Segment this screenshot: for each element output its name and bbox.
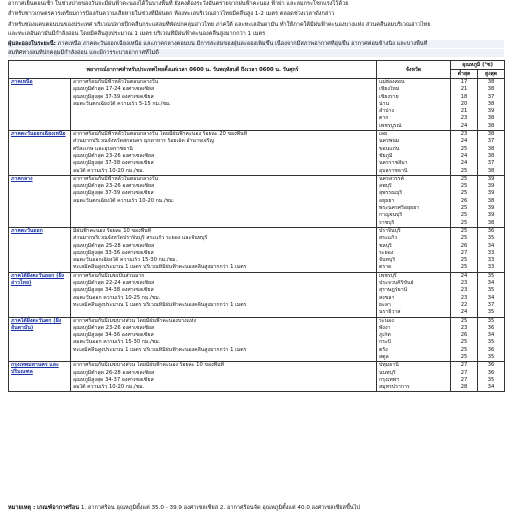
forecast-line: ลมตะวันออก ความเร็ว 15-30 กม./ชม.	[73, 339, 161, 346]
forecast-line: อุณหภูมิต่ำสุด 26-28 องศาเซลเซียส	[73, 369, 155, 376]
province-name: ลพบุรี	[379, 183, 392, 190]
max-temp: 36	[487, 227, 495, 234]
region-forecast	[71, 272, 377, 317]
forecast-line: มีฝนฟ้าคะนอง ร้อยละ 10 ของพื้นที่	[73, 227, 152, 234]
province-name: สมุทรปราการ	[379, 384, 410, 391]
max-temp: 39	[487, 183, 495, 190]
region-row	[9, 362, 505, 392]
province-name: สระแก้ว	[379, 235, 398, 242]
max-temp: 34	[487, 332, 495, 339]
min-temp: 21	[460, 86, 468, 93]
legend	[8, 504, 360, 512]
min-temp: 25	[460, 346, 468, 353]
min-temp: 25	[460, 353, 468, 360]
dust-line-1	[8, 40, 504, 48]
max-temp: 38	[487, 219, 495, 226]
min-temp: 24	[460, 122, 468, 129]
min-temp: 26	[460, 197, 468, 204]
province-name: ชลบุรี	[379, 242, 392, 249]
max-temp-list	[478, 227, 505, 272]
forecast-line: ส่วนมากบริเวณจังหวัดปราจีนบุรี สระแก้ว ระยอง และจันทบุรี	[73, 235, 208, 242]
min-temp: 25	[460, 339, 468, 346]
min-temp-list	[451, 175, 478, 227]
intro-line-3: สำหรับช่องแคบตอนบนของประเทศ บริเวณปลายปีกคลื่นกระแสลมที่พัดปกคลุมอ่าวไทย ภาคใต้ และทะเลอันดามัน ทำให้ภาคใต้มีฝนฟ้าคะนองบางแห่ง ส่วนคลื่นลมบริเวณอ่าวไทย	[8, 22, 431, 28]
region-name: กรุงเทพมหานคร และปริมณฑล	[9, 362, 71, 392]
max-temp: 34	[487, 294, 495, 301]
max-temp: 37	[487, 301, 495, 308]
max-temp: 38	[487, 145, 495, 152]
province-name: ภูเก็ต	[379, 332, 391, 339]
min-temp: 25	[460, 317, 468, 324]
max-temp: 35	[487, 235, 495, 242]
header-forecast: พยากรณ์อากาศสำหรับประเทศไทยตั้งแต่เวลา 0600 น. วันพฤหัสบดี ถึงเวลา 0600 น. วันศุกร์	[9, 61, 377, 79]
province-name: อุบลราชธานี	[379, 167, 408, 174]
min-temp: 26	[460, 332, 468, 339]
province-name: นครสวรรค์	[379, 175, 404, 182]
forecast-line: อุณหภูมิสูงสุด 33-36 องศาเซลเซียส	[73, 249, 154, 256]
max-temp: 38	[487, 86, 495, 93]
region-name: ภาคใต้ฝั่งตะวันออก (ฝั่งอ่าวไทย)	[9, 272, 71, 317]
max-temp-list	[478, 362, 505, 392]
province-name: สงขลา	[379, 294, 395, 301]
min-temp: 27	[460, 369, 468, 376]
header-max: สูงสุด	[478, 70, 505, 79]
forecast-line: อากาศร้อนกับมีเมฆบางส่วน โดยมีฝนฟ้าคะนองบางแห่ง	[73, 317, 197, 324]
region-name: ภาคใต้ฝั่งตะวันตก (ฝั่งอันดามัน)	[9, 317, 71, 362]
forecast-line: อุณหภูมิต่ำสุด 23-26 องศาเซลเซียส	[73, 152, 155, 159]
legend-label: หมายเหตุ : เกณฑ์อากาศร้อน	[8, 505, 80, 511]
max-temp: 38	[487, 122, 495, 129]
province-name: สุราษฎร์ธานี	[379, 287, 408, 294]
header-temp: อุณหภูมิ (°ซ)	[451, 61, 505, 70]
min-temp: 23	[460, 115, 468, 122]
forecast-line: อากาศร้อนกับมีเมฆบางส่วน โดยมีฝนฟ้าคะนอง ร้อยละ 10 ของพื้นที่	[73, 362, 225, 369]
province-name: เพชรบูรณ์	[379, 122, 402, 129]
region-forecast	[71, 317, 377, 362]
min-temp: 25	[460, 190, 468, 197]
max-temp: 39	[487, 205, 495, 212]
legend-item-very-hot: 2. อากาศร้อนจัด อุณหภูมิตั้งแต่ 40.0 องศาเซลเซียสขึ้นไป	[219, 505, 360, 511]
min-temp: 25	[460, 145, 468, 152]
min-temp: 23	[460, 324, 468, 331]
min-temp: 26	[460, 242, 468, 249]
min-temp: 22	[460, 301, 468, 308]
forecast-line: อากาศร้อนกับมีฟ้าหลัวในตอนกลางวัน	[73, 175, 159, 182]
max-temp: 39	[487, 212, 495, 219]
min-temp: 25	[460, 167, 468, 174]
province-name: นครราชสีมา	[379, 160, 408, 167]
province-name: สุพรรณบุรี	[379, 190, 403, 197]
min-temp-list	[451, 227, 478, 272]
max-temp: 35	[487, 287, 495, 294]
max-temp-list	[478, 79, 505, 131]
max-temp: 33	[487, 249, 495, 256]
min-temp-list	[451, 362, 478, 392]
min-temp: 27	[460, 376, 468, 383]
province-name: ระยอง	[379, 249, 394, 256]
header-min: ต่ำสุด	[451, 70, 478, 79]
min-temp: 25	[460, 227, 468, 234]
province-name: ปราจีนบุรี	[379, 227, 401, 234]
max-temp: 38	[487, 197, 495, 204]
forecast-line: อากาศร้อนกับมีฟ้าหลัวในตอนกลางวัน	[73, 79, 159, 85]
region-row	[9, 227, 505, 272]
max-temp: 38	[487, 152, 495, 159]
province-name: ตรัง	[379, 346, 388, 353]
max-temp: 34	[487, 384, 495, 391]
province-name: สตูล	[379, 353, 389, 360]
max-temp: 37	[487, 93, 495, 100]
province-name: ตราด	[379, 264, 392, 271]
dust-line-2: สมทิศทางลมที่ปกคลุมมีกำลังอ่อน และมีการระบายอากาศที่ไม่ดี	[8, 49, 504, 57]
province-name: เพชรบุรี	[379, 272, 397, 279]
max-temp: 39	[487, 175, 495, 182]
max-temp: 35	[487, 309, 495, 316]
province-name: พระนครศรีอยุธยา	[379, 205, 420, 212]
min-temp: 21	[460, 108, 468, 115]
forecast-line: อุณหภูมิต่ำสุด 22-24 องศาเซลเซียส	[73, 280, 155, 287]
forecast-line: อากาศร้อนกับมีฟ้าหลัวในตอนกลางวัน โดยมีฝนฟ้าคะนอง ร้อยละ 20 ของพื้นที่	[73, 131, 248, 138]
forecast-line: ส่วนมากบริเวณจังหวัดสกลนคร มุกดาหาร ร้อยเอ็ด อำนาจเจริญ	[73, 138, 214, 145]
intro-line-1: อากาศเย็นตอนเช้า ในช่วงบ่ายของวันจะมีฝนฟ้าคะนองได้ในบางพื้นที่ ยังคงต้องระวังอันตรายจากฝนฟ้าคะนอง ฟ้าผ่า และลมกระโชกแรงไว้ด้วย	[8, 1, 349, 7]
province-name: ราชบุรี	[379, 219, 395, 226]
max-temp: 34	[487, 242, 495, 249]
max-temp: 35	[487, 376, 495, 383]
province-name: กาญจนบุรี	[379, 212, 403, 219]
max-temp: 35	[487, 353, 495, 360]
min-temp-list	[451, 79, 478, 131]
max-temp-list	[478, 317, 505, 362]
forecast-line: อุณหภูมิสูงสุด 34-38 องศาเซลเซียส	[73, 287, 154, 294]
max-temp: 39	[487, 190, 495, 197]
province-name: น่าน	[379, 100, 390, 107]
max-temp: 38	[487, 115, 495, 122]
region-name: ภาคตะวันออก	[9, 227, 71, 272]
max-temp: 35	[487, 339, 495, 346]
province-name: กระบี่	[379, 339, 392, 346]
intro-line-2: สำหรับชาวเกษตรควรเตรียมการป้องกันความเสียหายในช่วงที่มีฝนตก ท้องทะเลบริเวณอ่าวไทยมีคลื่นสูง 1-2 เมตร ตลอดช่วงเวลาดังกล่าว	[8, 11, 335, 17]
province-name: ขอนแก่น	[379, 145, 400, 152]
region-name: ภาคตะวันออกเฉียงเหนือ	[9, 131, 71, 176]
max-temp: 36	[487, 324, 495, 331]
min-temp: 25	[460, 235, 468, 242]
forecast-line: อุณหภูมิสูงสุด 37-38 องศาเซลเซียส	[73, 160, 154, 167]
min-temp-list	[451, 317, 478, 362]
province-name: พังงา	[379, 324, 391, 331]
min-temp: 24	[460, 309, 468, 316]
min-temp-list	[451, 131, 478, 176]
forecast-line: อุณหภูมิสูงสุด 37-39 องศาเซลเซียส	[73, 93, 154, 100]
min-temp: 17	[460, 79, 468, 85]
min-temp: 24	[460, 138, 468, 145]
province-name: แม่ฮ่องสอน	[379, 79, 405, 85]
forecast-table	[8, 60, 505, 392]
forecast-line: ศรีสะเกษ และอุบลราชธานี	[73, 145, 133, 152]
region-row	[9, 131, 505, 176]
region-forecast	[71, 175, 377, 227]
province-name: ยะลา	[379, 301, 391, 308]
max-temp: 36	[487, 362, 495, 369]
max-temp: 33	[487, 264, 495, 271]
province-list	[377, 362, 451, 392]
province-list	[377, 175, 451, 227]
min-temp: 25	[460, 212, 468, 219]
province-name: เลย	[379, 131, 388, 138]
province-name: นครพนม	[379, 138, 400, 145]
province-list	[377, 131, 451, 176]
header-province: จังหวัด	[377, 61, 451, 79]
forecast-line: อุณหภูมิสูงสุด 34-36 องศาเซลเซียส	[73, 332, 154, 339]
province-list	[377, 317, 451, 362]
max-temp: 38	[487, 167, 495, 174]
max-temp: 33	[487, 257, 495, 264]
region-forecast	[71, 79, 377, 131]
max-temp: 38	[487, 79, 495, 85]
province-name: จันทบุรี	[379, 257, 396, 264]
min-temp: 23	[460, 294, 468, 301]
forecast-line: ทะเลมีคลื่นสูงประมาณ 1 เมตร บริเวณที่มีฝนฟ้าคะนองคลื่นสูงมากกว่า 1 เมตร	[73, 264, 247, 271]
province-name: ตาก	[379, 115, 389, 122]
forecast-line: อุณหภูมิต่ำสุด 23-26 องศาเซลเซียส	[73, 324, 155, 331]
province-list	[377, 227, 451, 272]
region-row	[9, 272, 505, 317]
min-temp: 25	[460, 183, 468, 190]
max-temp-list	[478, 175, 505, 227]
max-temp: 38	[487, 131, 495, 138]
dust-text-1: ภาคเหนือ ภาคตะวันออกเฉียงเหนือ และภาคกลางตอนบน มีการสะสมของฝุ่นละอองเพิ่มขึ้น เนื่องจากมีสภาพอากาศที่อุ่นขึ้น อากาศค่อนข้างนิ่ง และบางพื้นที่	[55, 41, 428, 47]
province-name: ชัยภูมิ	[379, 152, 393, 159]
province-name: เชียงใหม่	[379, 86, 400, 93]
dust-title: ฝุ่นละอองในระยะนี้:	[8, 41, 56, 47]
min-temp: 23	[460, 287, 468, 294]
min-temp: 23	[460, 131, 468, 138]
province-name: ประจวบคีรีขันธ์	[379, 280, 414, 287]
province-list	[377, 79, 451, 131]
min-temp: 25	[460, 219, 468, 226]
max-temp: 36	[487, 369, 495, 376]
region-row	[9, 79, 505, 131]
min-temp: 24	[460, 272, 468, 279]
forecast-line: ทะเลมีคลื่นสูงประมาณ 1 เมตร บริเวณที่มีฝนฟ้าคะนองคลื่นสูงมากกว่า 1 เมตร	[73, 346, 247, 353]
max-temp-list	[478, 272, 505, 317]
province-name: ลำปาง	[379, 108, 394, 115]
max-temp: 39	[487, 108, 495, 115]
forecast-line: ลมตะวันออก ความเร็ว 10-25 กม./ชม.	[73, 294, 161, 301]
forecast-line: อุณหภูมิต่ำสุด 25-28 องศาเซลเซียส	[73, 242, 155, 249]
min-temp: 28	[460, 384, 468, 391]
intro-line-4: และทะเลอันดามันมีกำลังอ่อน โดยมีคลื่นสูงประมาณ 1 เมตร บริเวณที่มีฝนฟ้าคะนองคลื่นสูงมากกว่า 1 เมตร	[8, 31, 266, 37]
min-temp: 25	[460, 257, 468, 264]
province-list	[377, 272, 451, 317]
province-name: ระนอง	[379, 317, 394, 324]
forecast-line: ลมตะวันออกเฉียงใต้ ความเร็ว 15-30 กม./ชม.	[73, 257, 178, 264]
max-temp: 37	[487, 138, 495, 145]
min-temp: 27	[460, 249, 468, 256]
province-name: นราธิวาส	[379, 309, 401, 316]
max-temp-list	[478, 131, 505, 176]
min-temp: 18	[460, 93, 468, 100]
forecast-line: อุณหภูมิต่ำสุด 17-24 องศาเซลเซียส	[73, 86, 155, 93]
region-name: ภาคเหนือ	[9, 79, 71, 131]
forecast-line: ลมใต้ ความเร็ว 10-20 กม./ชม.	[73, 167, 145, 174]
min-temp: 25	[460, 205, 468, 212]
forecast-line: ทะเลมีคลื่นสูงประมาณ 1 เมตร บริเวณที่มีฝนฟ้าคะนองคลื่นสูงมากกว่า 1 เมตร	[73, 301, 247, 308]
max-temp: 38	[487, 100, 495, 107]
max-temp: 34	[487, 280, 495, 287]
province-name: ปทุมธานี	[379, 362, 399, 369]
max-temp: 35	[487, 272, 495, 279]
min-temp: 24	[460, 152, 468, 159]
forecast-line: อุณหภูมิสูงสุด 34-37 องศาเซลเซียส	[73, 376, 154, 383]
forecast-line: ลมตะวันตกเฉียงใต้ ความเร็ว 10-20 กม./ชม.	[73, 197, 175, 204]
min-temp: 25	[460, 175, 468, 182]
forecast-line: ลมใต้ ความเร็ว 10-20 กม./ชม.	[73, 384, 145, 391]
min-temp-list	[451, 272, 478, 317]
province-name: เชียงราย	[379, 93, 399, 100]
forecast-line: อุณหภูมิต่ำสุด 23-26 องศาเซลเซียส	[73, 183, 155, 190]
province-name: กรุงเทพฯ	[379, 376, 400, 383]
min-temp: 24	[460, 160, 468, 167]
region-forecast	[71, 131, 377, 176]
forecast-line: อุณหภูมิสูงสุด 37-39 องศาเซลเซียส	[73, 190, 154, 197]
region-row	[9, 317, 505, 362]
region-forecast	[71, 227, 377, 272]
min-temp: 27	[460, 362, 468, 369]
province-name: นนทบุรี	[379, 369, 396, 376]
max-temp: 37	[487, 160, 495, 167]
min-temp: 23	[460, 280, 468, 287]
min-temp: 20	[460, 100, 468, 107]
max-temp: 35	[487, 317, 495, 324]
region-forecast	[71, 362, 377, 392]
forecast-line: อากาศร้อนกับมีเมฆเป็นส่วนมาก	[73, 272, 145, 279]
max-temp: 36	[487, 346, 495, 353]
province-name: อยุธยา	[379, 197, 395, 204]
forecast-line: ลมตะวันตกเฉียงใต้ ความเร็ว 5-15 กม./ชม.	[73, 100, 171, 107]
region-row	[9, 175, 505, 227]
min-temp: 25	[460, 264, 468, 271]
legend-item-hot: 1. อากาศร้อน อุณหภูมิตั้งแต่ 35.0 - 39.9 องศาเซลเซียส	[80, 505, 219, 511]
region-name: ภาคกลาง	[9, 175, 71, 227]
